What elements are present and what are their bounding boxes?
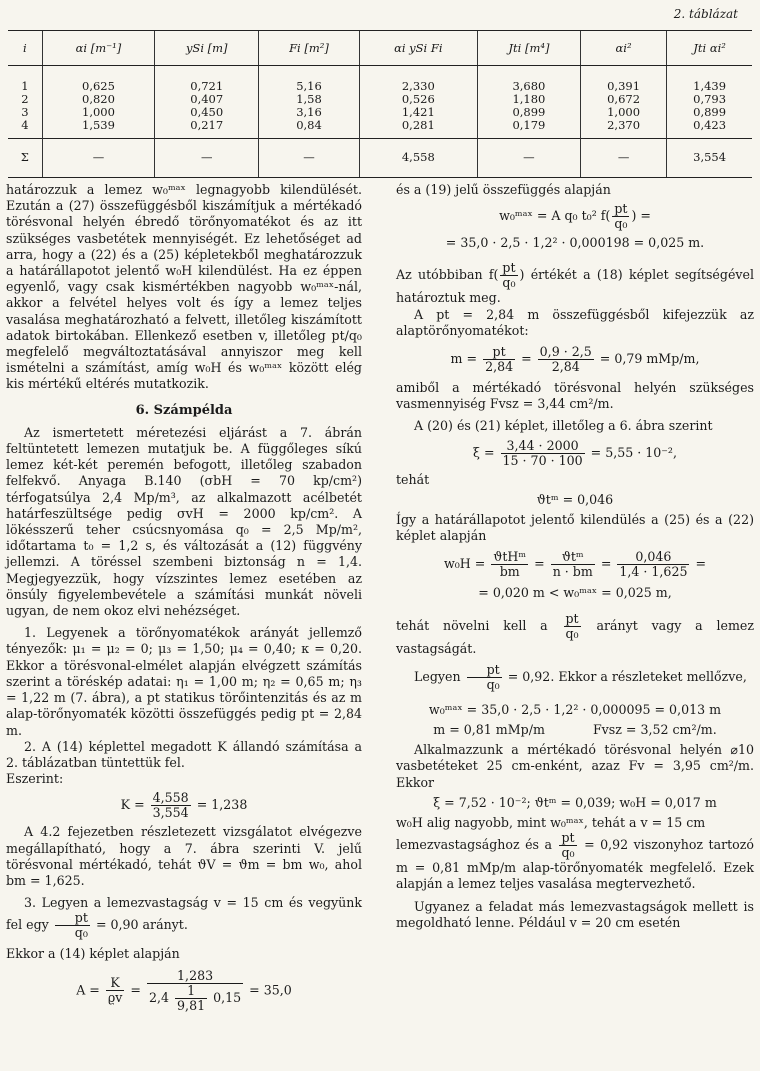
table-cell: 1 [21, 79, 29, 93]
equation-xi [396, 439, 754, 468]
fraction [551, 550, 595, 579]
fraction [501, 439, 585, 468]
eq-text: = [640, 208, 651, 224]
table-row [8, 106, 752, 119]
denominator: 15 · 70 · 100 [502, 452, 583, 468]
table-cell: 0,625 [42, 66, 154, 94]
denominator: q₀ [502, 275, 516, 291]
text: Legyen [414, 668, 461, 684]
col-header: ySi [m] [155, 31, 259, 66]
paragraph [396, 663, 754, 692]
equation-k [6, 791, 362, 820]
table-cell: — [155, 139, 259, 178]
table-cell: 0,721 [155, 66, 259, 94]
paragraph: 2. A (14) képlettel megadott K állandó számítása a 2. táblázatban tüntettük fel. [6, 738, 362, 770]
eq-text: = 0,79 mMp/m, [599, 351, 700, 367]
fraction [612, 202, 629, 231]
fraction [106, 976, 125, 1005]
fraction [617, 550, 689, 579]
table-cell: 0,672 [580, 93, 666, 106]
right-column [396, 182, 754, 931]
eq-text: w₀H = [443, 556, 486, 572]
table-cell: 0,391 [580, 66, 666, 94]
equation-w1: w₀ᵐᵃˣ = A q₀ t₀² f( $\frac{pt}{\text{q₀}}$ ) = [499, 201, 651, 232]
table-cell: Σ [8, 139, 42, 178]
eq-text: = 1,238 [196, 797, 248, 813]
table-cell: 1,000 [580, 106, 666, 119]
eq-text: A = [76, 982, 100, 998]
equation-woh: w₀H = $\frac{\text{ϑtHᵐ}}{bm}$ = $\frac{\text{ϑtᵐ}}{n \cdot bm}$ = $\frac{0,046}{1,4 \cdot 1,625}$ = [443, 549, 707, 580]
left-column [6, 182, 362, 1019]
fraction [147, 969, 243, 1013]
col-header: Fi [m²] [259, 31, 359, 66]
table-cell: 1,180 [477, 93, 580, 106]
equation-w3: w₀ᵐᵃˣ = 35,0 · 2,5 · 1,2² · 0,000095 = 0,013 m [428, 701, 722, 717]
denominator: 2,84 [485, 359, 514, 375]
paragraph: Ekkor a (14) képlet alapján [6, 946, 180, 962]
denominator: 3,554 [152, 805, 189, 821]
paragraph: Az ismertetett méretezési eljárást a 7. ábrán feltüntetett lemezen mutatjuk be. A függőleges síkú lemez két-két peremén befogott, illetőleg szabadon felfekvő. Anyaga B.140 (σbH = 70 kp/cm²) térfogatsúlya 2,4 Mp/m³, az alkalmazott acélbetét határfeszültsége pedig σvH = 2000 kp/cm². A lökésszerű teher csúcsnyomása q₀ = 2,5 Mp/m², időtartama t₀ = 1,2 s, és változását a (12) függvény jellemzi. A töréssel szembeni biztonság n = 1,4. Megjegyezzük, hogy vízszintes lemez esetében az önsúly figyelembevétele a számítási munkát növeli ugyan, de nem okoz elvi nehézséget. [6, 424, 362, 619]
numerator: pt [467, 663, 502, 678]
paragraph: Az utóbbiban f( $\frac{pt}{\text{q₀}}$ ) értékét a (18) képlet segítségével határoztuk meg. [396, 260, 754, 306]
fraction [559, 831, 576, 860]
numerator: 1,283 [147, 969, 243, 984]
table-cell: 0,84 [259, 119, 359, 139]
table-cell: — [259, 139, 359, 178]
numerator: pt [502, 260, 516, 276]
fraction [483, 345, 515, 374]
denominator: q₀ [565, 625, 579, 641]
equation-woh2: = 0,020 m < w₀ᵐᵃˣ = 0,025 m, [478, 585, 672, 601]
denominator: 9,81 [177, 997, 206, 1013]
table-row [8, 66, 752, 94]
col-header: αi [m⁻¹] [42, 31, 154, 66]
table-row [8, 119, 752, 139]
denominator: n · bm [552, 564, 593, 580]
text: = 0,90 arányt. [95, 917, 188, 933]
numerator: pt [561, 830, 575, 846]
table-cell: — [477, 139, 580, 178]
paragraph: Eszerint: [6, 771, 64, 787]
equation-m2 [396, 722, 754, 738]
col-header: i [8, 31, 42, 66]
table-caption: 2. táblázat [673, 7, 738, 21]
denominator: q₀ [486, 676, 500, 692]
paragraph: amiből a mértékadó törésvonal helyén szükséges vasmennyiség Fvsz = 3,44 cm²/m. [396, 380, 754, 412]
eq-text: 2,4 [149, 989, 170, 1005]
eq-text: m = [450, 351, 478, 367]
table-cell: 0,423 [667, 119, 752, 139]
table-cell: 1,539 [42, 119, 154, 139]
numerator: pt [614, 201, 628, 217]
table-row [8, 93, 752, 106]
paragraph: A 4.2 fejezetben részletezett vizsgálatot elvégezve megállapítható, hogy a 7. ábra szerinti V. jelű törésvonal mértékadó, tehát ϑV = ϑm = bm w₀, ahol bm = 1,625. [6, 824, 362, 888]
col-header: Jti [m⁴] [477, 31, 580, 66]
table-cell: 1,421 [359, 106, 477, 119]
fraction [175, 984, 207, 1013]
eq-text: = 35,0 [249, 982, 292, 998]
table-cell: 0,407 [155, 93, 259, 106]
numerator: 0,046 [617, 550, 689, 565]
denominator: 2,84 [551, 359, 580, 375]
numerator: ϑtHᵐ [493, 549, 527, 565]
col-header: Jti αi² [667, 31, 752, 66]
text: arányt vagy a lemez vastagságát. [396, 617, 754, 656]
fraction [500, 261, 517, 290]
eq-text: m = 0,81 mMp/m [433, 722, 545, 738]
table-cell: 0,217 [155, 119, 259, 139]
paragraph: tehát [396, 471, 430, 487]
eq-text: K = [120, 797, 145, 813]
table-cell: 0,526 [359, 93, 477, 106]
table-cell: 3,680 [477, 66, 580, 94]
col-header: αi ySi Fi [359, 31, 477, 66]
fraction [467, 663, 502, 692]
table-cell: 0,899 [477, 106, 580, 119]
eq-text: w₀ᵐᵃˣ = A q₀ t₀² f [499, 208, 606, 224]
paragraph: Ugyanez a feladat más lemezvastagságok mellett is megoldható lenne. Például v = 20 cm esetén [396, 898, 754, 930]
text: = 0,92 viszonyhoz tartozó m = 0,81 mMp/m alap-törőnyomaték megfelelő. Ezek alapján a lemez teljes vasalása megtervezhető. [396, 837, 754, 892]
data-table [8, 30, 752, 178]
table-cell: 0,281 [359, 119, 477, 139]
table-cell: 0,820 [42, 93, 154, 106]
paragraph: Így a határállapotot jelentő kilendülés a (25) és a (22) képlet alapján [396, 512, 754, 544]
paragraph: és a (19) jelű összefüggés alapján [396, 182, 611, 197]
denominator: q₀ [74, 925, 88, 941]
table-cell: 5,16 [259, 66, 359, 94]
equation-a [6, 969, 362, 1013]
numerator: pt [483, 345, 515, 360]
table-cell: 2,330 [359, 66, 477, 94]
fraction [564, 612, 581, 641]
equation-w2: = 35,0 · 2,5 · 1,2² · 0,000198 = 0,025 m. [445, 235, 705, 251]
table-cell: 4,558 [359, 139, 477, 178]
text: 3. Legyen a lemezvastagság v = 15 cm és vegyünk fel egy [6, 895, 362, 933]
table-cell: 3,554 [667, 139, 752, 178]
eq-text: Fvsz = 3,52 cm²/m. [592, 722, 717, 738]
fraction [55, 911, 90, 940]
fraction [151, 791, 191, 820]
denominator: q₀ [561, 845, 575, 861]
eq-text: = 5,55 · 10⁻², [590, 444, 677, 460]
numerator: 1 [175, 984, 207, 999]
section-heading: 6. Számpélda [135, 402, 233, 418]
table-cell: 1,58 [259, 93, 359, 106]
table-sum-row [8, 139, 752, 178]
table-cell: — [42, 139, 154, 178]
eq-text: ξ = [473, 444, 495, 460]
paragraph: A pt = 2,84 m összefüggésből kifejezzük az alaptörőnyomatékot: [396, 306, 754, 338]
denominator: 1,4 · 1,625 [619, 564, 688, 580]
equation-theta: ϑtᵐ = 0,046 [536, 491, 614, 507]
paragraph: w₀H alig nagyobb, mint w₀ᵐᵃˣ, tehát a v = 15 cm [396, 815, 706, 831]
text: tehát növelni kell a [396, 617, 548, 633]
numerator: K [106, 976, 125, 991]
paragraph: 1. Legyenek a törőnyomatékok arányát jellemző tényezők: μ₁ = μ₂ = 0; μ₃ = 1,50; μ₄ = 0,40; κ = 0,20. Ekkor a törésvonal-elmélet alapján elvégzett számítás szerint a töréskép adatai: η₁ = 1,00 m; η₂ = 0,65 m; η₃ = 1,22 m (7. ábra), a pt statikus törőintenzitás és az m alap-törőnyomaték közötti összefüggés pedig pt = 2,84 m. [6, 625, 362, 738]
paragraph [396, 831, 754, 892]
text: = 0,92. Ekkor a részleteket mellőzve, [507, 668, 747, 684]
table-cell: 4 [21, 118, 29, 132]
paragraph [396, 612, 754, 657]
table-cell: — [580, 139, 666, 178]
paragraph: A (20) és (21) képlet, illetőleg a 6. ábra szerint [414, 418, 713, 434]
numerator: ϑtᵐ [551, 550, 595, 565]
denominator [147, 984, 243, 1013]
table-cell: 0,450 [155, 106, 259, 119]
denominator: ϱv [107, 990, 123, 1006]
eq-text: = [130, 982, 141, 998]
table-cell: 3,16 [259, 106, 359, 119]
text: lemezvastagsághoz és a [396, 837, 552, 853]
table-cell: 0,179 [477, 119, 580, 139]
numerator: pt [55, 911, 90, 926]
col-header: αi² [580, 31, 666, 66]
numerator: 3,44 · 2000 [501, 439, 585, 454]
table-cell: 1,439 [667, 66, 752, 94]
table-cell: 2,370 [580, 119, 666, 139]
table-cell: 1,000 [42, 106, 154, 119]
table-cell: 2 [21, 92, 29, 106]
table-cell: 0,899 [667, 106, 752, 119]
paragraph: határozzuk a lemez w₀ᵐᵃˣ legnagyobb kilendülését. Ezután a (27) összefüggésből kiszámítjuk a mértékadó törésvonal helyén ébredő törőnyomatékot és az itt szükséges vasbetétek mennyiségét. Ez lehetőséget ad arra, hogy a (22) és a (25) képletekből meghatározzuk a határállapotot jelentő w₀H kilendülést. Ha ez éppen egyenlő, vagy csak kismértékben nagyobb w₀ᵐᵃˣ-nál, akkor a felvétel helyes volt és így a lemez teljes vasalása meghatározható a felvett, illetőleg kiszámított adatok birtokában. Ellenkező esetben v, illetőleg pt/q₀ megfelelő megváltoztatásával annyiszor meg kell ismételni a számítást, amíg w₀H és w₀ᵐᵃˣ között elég kis mértékű eltérés mutatkozik. [6, 182, 362, 392]
fraction [491, 550, 528, 579]
table-cell: 0,793 [667, 93, 752, 106]
fraction [538, 345, 594, 374]
numerator: 4,558 [152, 790, 189, 806]
table-cell: 3 [21, 105, 29, 119]
numerator: pt [565, 610, 579, 626]
table-header-row [8, 31, 752, 66]
equation-row: ξ = 7,52 · 10⁻²; ϑtᵐ = 0,039; w₀H = 0,017 m [433, 794, 717, 810]
numerator: 0,9 · 2,5 [539, 344, 592, 360]
eq-text: 0,15 [213, 989, 242, 1005]
text: Az utóbbiban f [396, 267, 494, 283]
denominator: q₀ [614, 216, 628, 232]
paragraph [6, 895, 362, 940]
denominator: bm [499, 564, 520, 580]
text: értékét a (18) képlet segítségével határoztuk meg. [396, 267, 754, 306]
paragraph: Alkalmazzunk a mértékadó törésvonal helyén ⌀10 vasbetéteket 25 cm-enként, azaz Fv = 3,95 cm²/m. Ekkor [396, 742, 754, 790]
equation-m: m = $\frac{pt}{2,84}$ = $\frac{0,9 \cdot 2,5}{2,84}$ = 0,79 mMp/m, [450, 344, 700, 375]
